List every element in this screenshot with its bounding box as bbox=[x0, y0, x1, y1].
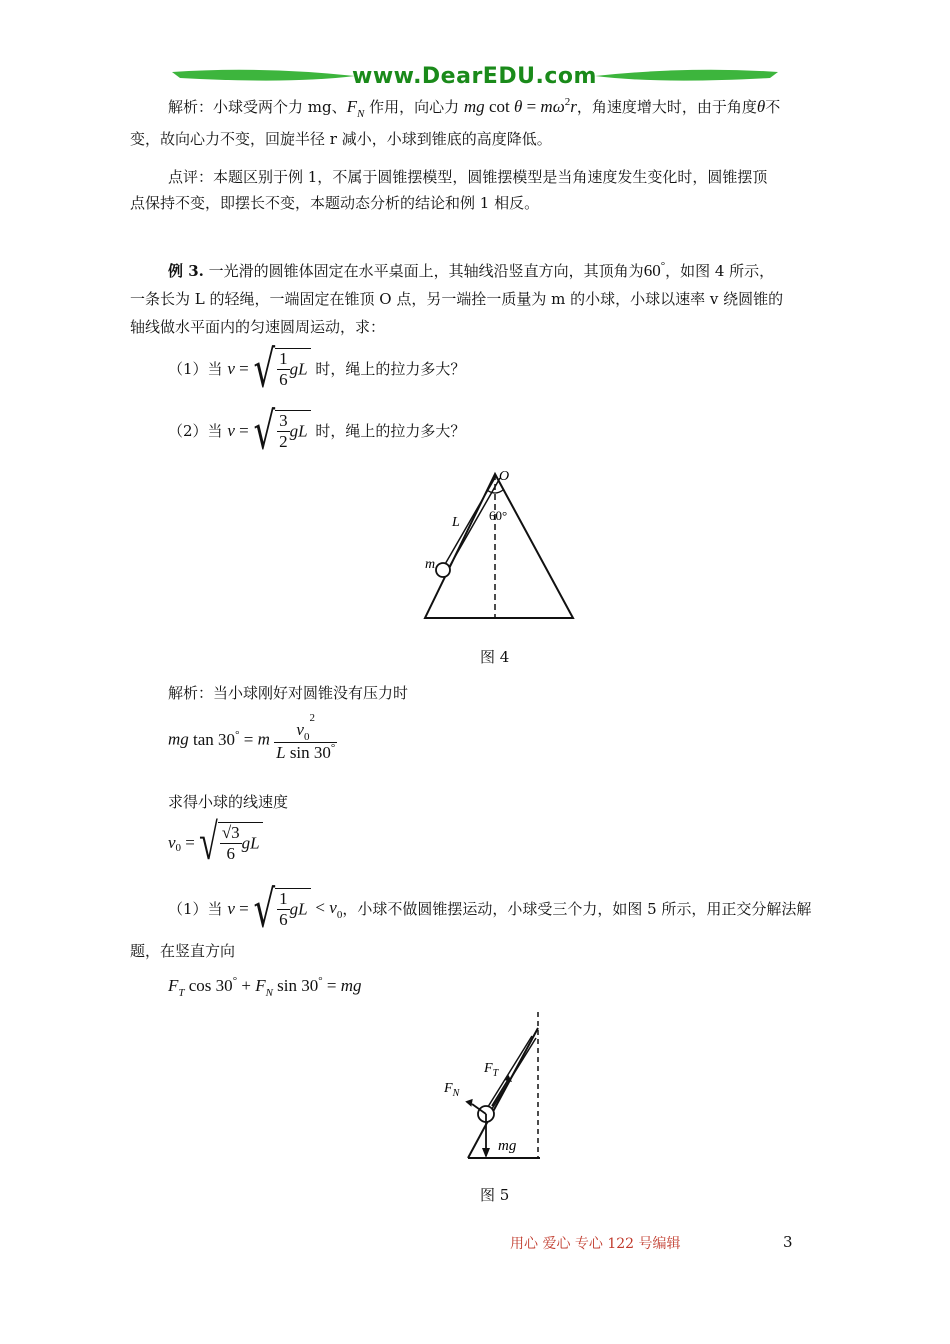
solution-find-speed: 求得小球的线速度 bbox=[168, 793, 289, 811]
label-mg: mg bbox=[498, 1138, 517, 1154]
example3-line-2: 一条长为 L 的轻绳，一端固定在锥顶 O 点，另一端拴一质量为 m 的小球，小球以速率 v 绕圆锥的 bbox=[130, 290, 784, 308]
label-angle-60: 60° bbox=[489, 508, 508, 523]
comment-line-1: 点评：本题区别于例 1，不属于圆锥摆模型，圆锥摆模型是当角速度发生变化时，圆锥摆顶 bbox=[168, 168, 768, 186]
sqrt-three-halves-gL: √ $\frac{3}{2}$ gL bbox=[254, 410, 311, 452]
cone-outline bbox=[425, 474, 573, 618]
header-left-swoosh bbox=[172, 70, 355, 81]
figure-4-caption: 图 4 bbox=[480, 648, 510, 666]
example3-line-1: 例 3. 一光滑的圆锥体固定在水平桌面上，其轴线沿竖直方向，其顶角为60°，如图 4 所示， bbox=[168, 260, 775, 280]
analysis-line-2: 变，故向心力不变，回旋半径 r 减小，小球到锥底的高度降低。 bbox=[130, 130, 552, 148]
normal-arrowhead bbox=[465, 1099, 475, 1108]
figure-5-caption: 图 5 bbox=[480, 1186, 510, 1204]
figure-4-cone-diagram bbox=[415, 466, 585, 626]
header-logo: www.DearEDU.com bbox=[352, 64, 597, 89]
analysis-text-d: 不 bbox=[765, 98, 781, 116]
label-L: L bbox=[452, 515, 460, 530]
example3-line-3: 轴线做水平面内的匀速圆周运动，求： bbox=[130, 318, 386, 336]
case-1-line-2: 题，在竖直方向 bbox=[130, 942, 236, 960]
analysis-text-a: 解析：小球受两个力 mg、 bbox=[168, 98, 347, 116]
analysis-text-c: ，角速度增大时，由于角度 bbox=[576, 98, 757, 116]
question-1: （1）当 v = √ $\frac{1}{6}$ gL 时，绳上的拉力多大？ bbox=[168, 339, 466, 400]
ball-circle bbox=[436, 563, 450, 577]
page-number: 3 bbox=[783, 1233, 793, 1251]
case-1-line-1: （1）当 v = √ $\frac{1}{6}$ gL < $v_0$，小球不做圆锥摆运动，小球受三个力，如图 5 所示，用正交分解法解 bbox=[168, 879, 812, 940]
solution-intro: 解析：当小球刚好对圆锥没有压力时 bbox=[168, 684, 409, 702]
example3-angle: 60 bbox=[643, 261, 661, 280]
label-FN: $F_N$ bbox=[444, 1081, 460, 1099]
sqrt-one-sixth-gL: √ $\frac{1}{6}$ gL bbox=[254, 348, 311, 390]
example3-label: 例 3. bbox=[168, 262, 204, 280]
angle-arc bbox=[487, 490, 503, 493]
footer-note: 用心 爱心 专心 122 号编辑 bbox=[510, 1236, 681, 1252]
label-O: O bbox=[499, 469, 510, 484]
formula-centripetal: mg $\cot \theta = m\omega^2r$ bbox=[463, 96, 577, 116]
figure-5-force-diagram bbox=[436, 1008, 556, 1164]
equation-v0: $v_0$ = √ $\frac{√3}{6}$ gL bbox=[168, 822, 263, 864]
weight-arrowhead bbox=[482, 1148, 490, 1158]
equation-no-pressure: mg tan 30° = m $\frac{v_0^2}{L \sin 30^\circ}$ bbox=[168, 712, 336, 762]
label-FT: $F_T$ bbox=[484, 1061, 499, 1079]
comment-line-2: 点保持不变，即摆长不变，本题动态分析的结论和例 1 相反。 bbox=[130, 194, 540, 212]
question-2: （2）当 v = √ $\frac{3}{2}$ gL 时，绳上的拉力多大？ bbox=[168, 401, 466, 462]
tension-arrow bbox=[492, 1080, 508, 1106]
label-m: m bbox=[425, 557, 436, 572]
equation-vertical-balance: $F_T$ $\cos 30^\circ + F_N$ sin 30° = mg bbox=[168, 975, 362, 999]
analysis-line-1: 解析：小球受两个力 mg、$F_N$ 作用，向心力 mg $\cot \theta = m\omega^2r$，角速度增大时，由于角度θ不 bbox=[168, 96, 781, 120]
example3-text-a: 一光滑的圆锥体固定在水平桌面上，其轴线沿竖直方向，其顶角为 bbox=[208, 262, 644, 280]
header-right-swoosh bbox=[595, 70, 778, 81]
analysis-text-b: 作用，向心力 bbox=[364, 98, 460, 116]
example3-text-b: ，如图 4 所示， bbox=[665, 262, 775, 280]
